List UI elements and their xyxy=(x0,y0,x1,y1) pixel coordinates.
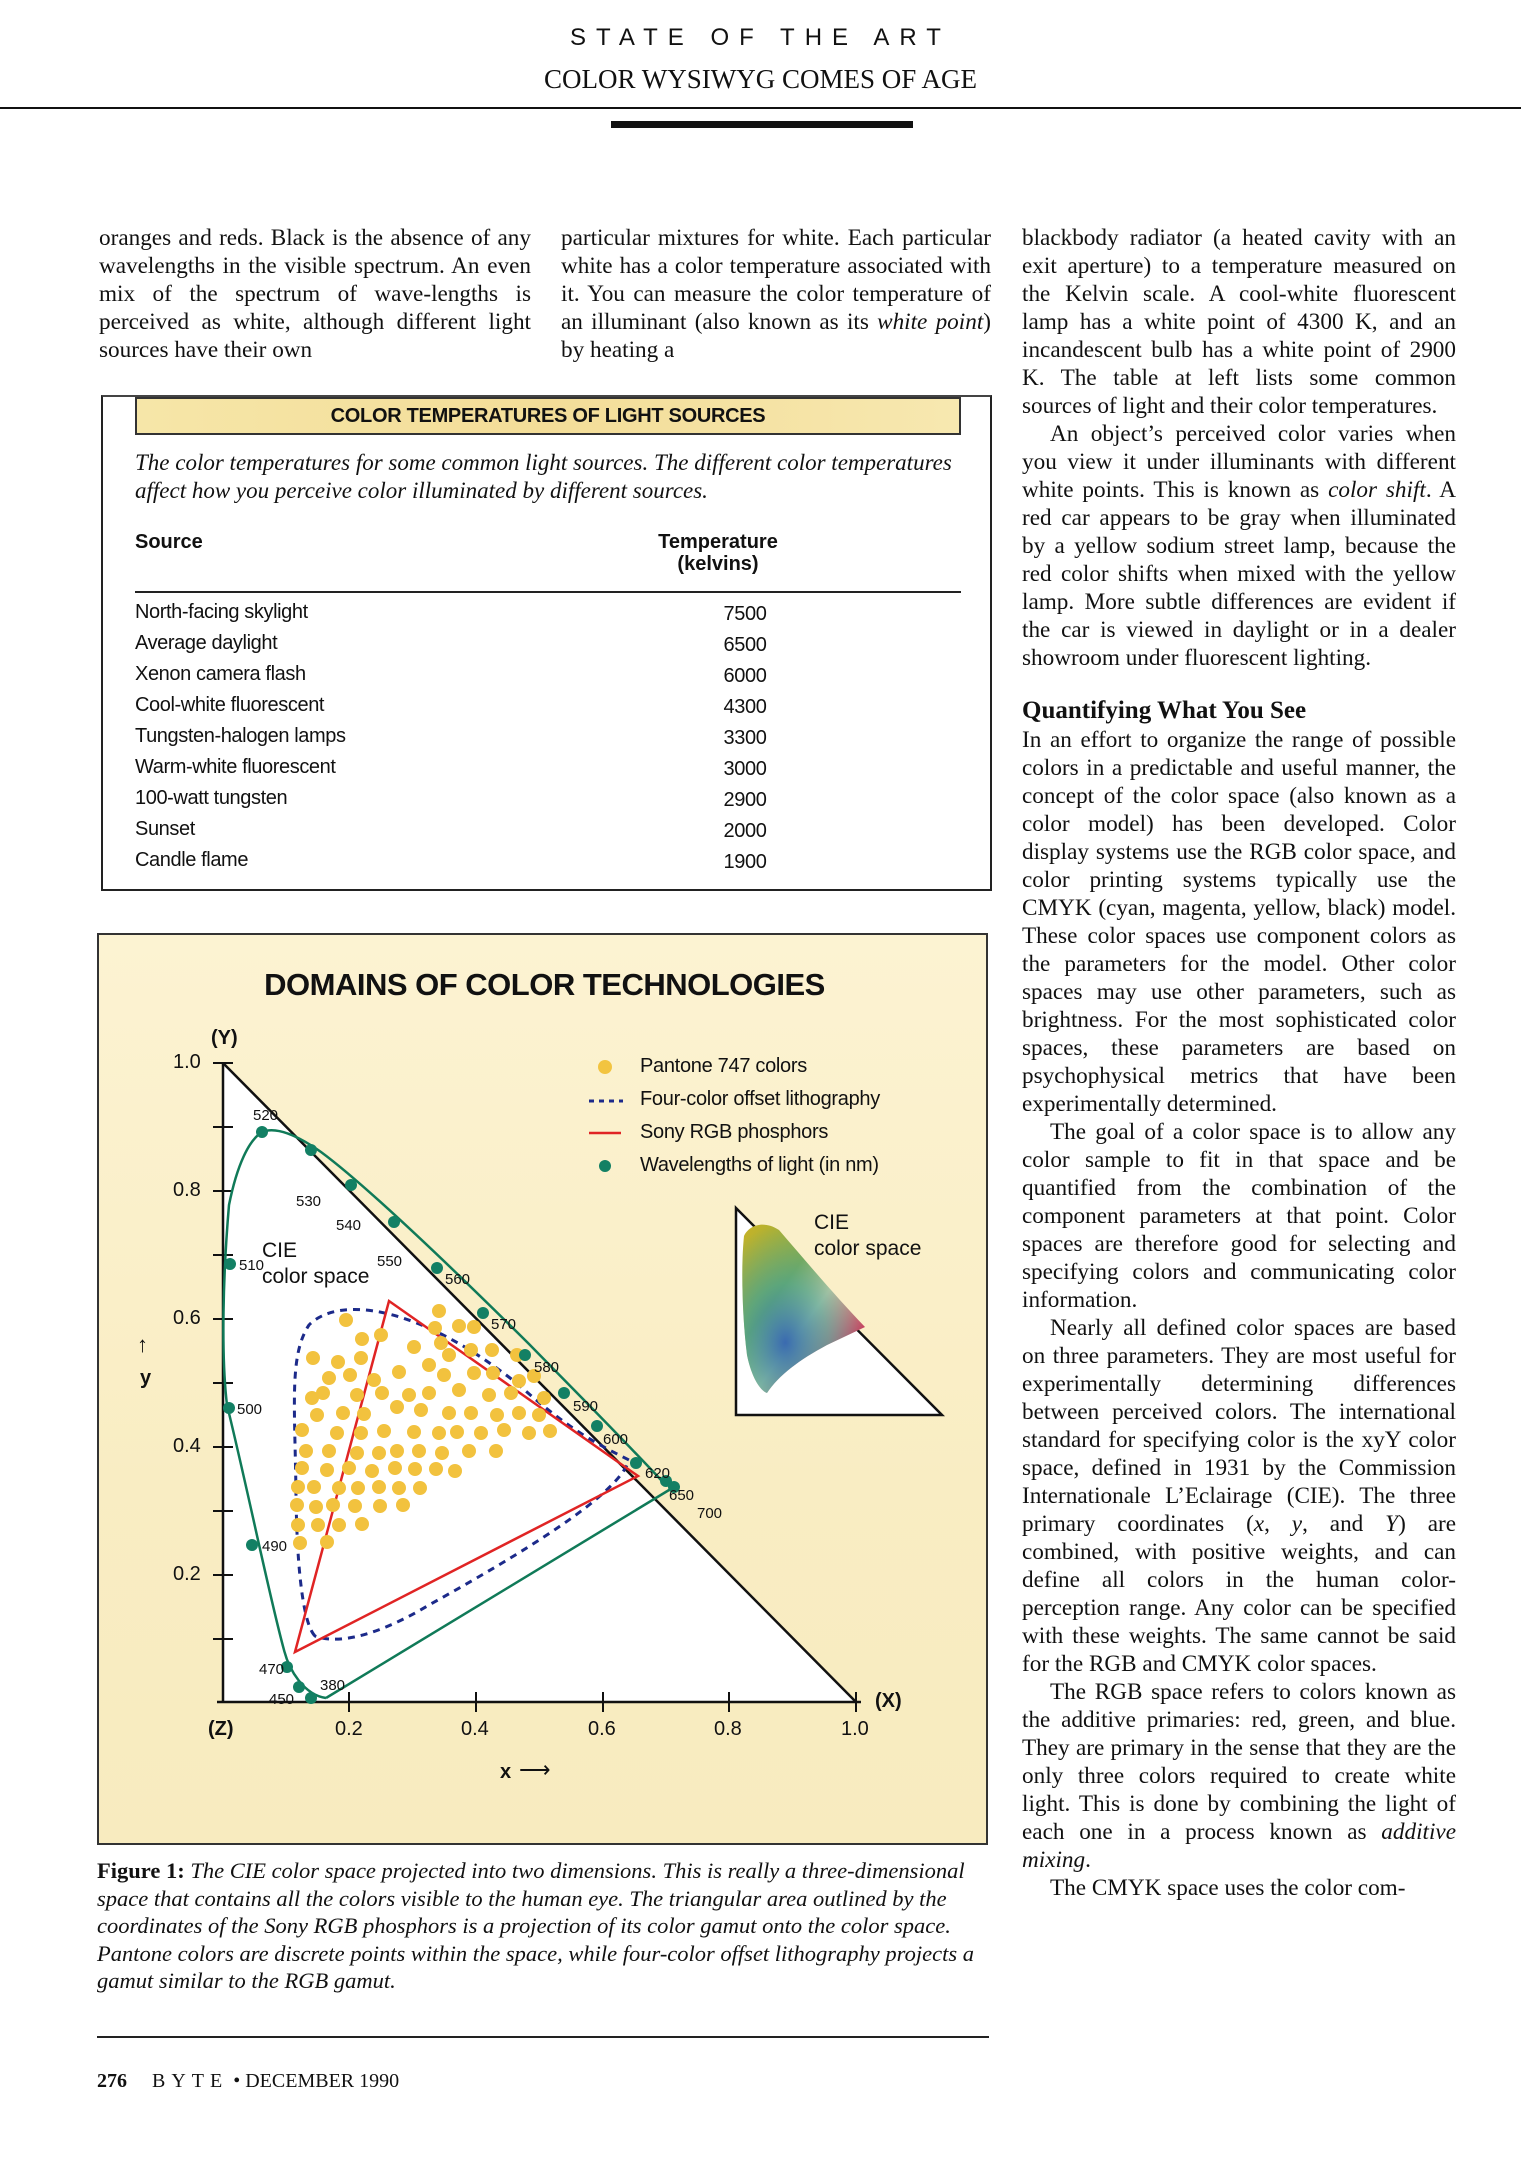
cell-temp: 3000 xyxy=(723,758,767,780)
wavelength-label: 580 xyxy=(534,1359,560,1376)
paragraph: The CMYK space uses the color com- xyxy=(1050,1875,1406,1901)
header-rule xyxy=(135,591,961,593)
wavelength-label: 590 xyxy=(573,1398,599,1415)
chart-legend xyxy=(585,1050,880,1182)
cell-temp: 4300 xyxy=(723,696,767,718)
x-tick-label: 0.6 xyxy=(588,1718,616,1740)
emphasis-color-shift: color shift xyxy=(1328,477,1426,503)
paragraph xyxy=(1022,1314,1456,1678)
wavelength-label: 520 xyxy=(253,1107,279,1124)
y-tick-label: 0.2 xyxy=(173,1563,201,1585)
wavelength-label: 380 xyxy=(320,1677,346,1694)
page-footer xyxy=(97,2070,399,2093)
section-subhead: Quantifying What You See xyxy=(1022,697,1307,724)
cell-temp: 6500 xyxy=(723,634,767,656)
section-kicker: STATE OF THE ART xyxy=(570,24,951,51)
y-tick-label: 1.0 xyxy=(173,1051,201,1073)
table-body xyxy=(135,595,961,874)
cell-source: North-facing skylight xyxy=(135,601,308,623)
wavelength-label: 600 xyxy=(603,1431,629,1448)
table-row xyxy=(135,595,961,626)
table-row xyxy=(135,812,961,843)
main-cie-label xyxy=(262,1238,369,1290)
paragraph xyxy=(561,224,991,364)
wavelength-label: 490 xyxy=(262,1538,288,1555)
text: , xyxy=(1264,1511,1292,1537)
header-thick-rule xyxy=(611,121,913,128)
text: particular mixtures for white. Each particular white has a color temperature associated with it. You can measure the color temperature of an illuminant (also known as its xyxy=(561,225,991,335)
cell-temp: 2900 xyxy=(723,789,767,811)
wavelength-label: 500 xyxy=(237,1401,263,1418)
legend-item-wavelengths xyxy=(585,1149,880,1182)
wavelength-label: 530 xyxy=(296,1193,322,1210)
table-caption: The color temperatures for some common light sources. The different color temperatures affect how you perceive color illuminated by different sources. xyxy=(135,450,952,503)
yellow-dot-icon xyxy=(585,1050,625,1083)
legend-label: Sony RGB phosphors xyxy=(640,1121,829,1143)
issue-date: DECEMBER 1990 xyxy=(245,2070,400,2092)
var-Y: Y xyxy=(1385,1511,1399,1537)
y-axis-label: y xyxy=(140,1367,152,1389)
header-line: Temperature xyxy=(658,531,778,553)
table-row xyxy=(135,626,961,657)
table-title: COLOR TEMPERATURES OF LIGHT SOURCES xyxy=(135,397,961,435)
label-line: color space xyxy=(262,1265,370,1288)
table-row xyxy=(135,843,961,874)
wavelength-label: 450 xyxy=(269,1691,295,1708)
table-row xyxy=(135,750,961,781)
y-tick-label: 0.8 xyxy=(173,1179,201,1201)
emphasis-additive-mixing: additive mixing xyxy=(1022,1819,1456,1873)
figure-title: DOMAINS OF COLOR TECHNOLOGIES xyxy=(264,967,825,1002)
cell-temp: 3300 xyxy=(723,727,767,749)
x-axis-label: x xyxy=(500,1761,512,1783)
cell-source: 100-watt tungsten xyxy=(135,787,288,809)
wavelength-label: 570 xyxy=(491,1316,517,1333)
x-axis-vertex-label: (X) xyxy=(875,1690,902,1712)
magazine-name: BYTE xyxy=(152,2070,229,2092)
table-row xyxy=(135,688,961,719)
figure-caption xyxy=(97,1857,997,1995)
text: , and xyxy=(1302,1511,1386,1537)
text: ) by heating a xyxy=(561,309,991,363)
cell-source: Xenon camera flash xyxy=(135,663,306,685)
origin-vertex-label: (Z) xyxy=(208,1718,234,1740)
header-rule xyxy=(0,107,1521,109)
page-number: 276 xyxy=(97,2070,127,2092)
legend-item-lithography xyxy=(585,1083,880,1116)
cell-temp: 1900 xyxy=(723,851,767,873)
legend-label: Wavelengths of light (in nm) xyxy=(640,1154,879,1176)
cell-source: Candle flame xyxy=(135,849,249,871)
label-line: color space xyxy=(814,1237,922,1260)
paragraph: blackbody radiator (a heated cavity with an exit aperture) to a temperature measured on the Kelvin scale. A cool-white fluorescent lamp has a white point of 4300 K, and an incandescent bulb has a white point of 2900 K. The table at left lists some common sources of light and their color temperatures. xyxy=(1022,225,1456,419)
y-tick-label: 0.4 xyxy=(173,1435,201,1457)
color-temperature-table xyxy=(101,395,992,891)
caption-lead: Figure 1: xyxy=(97,1858,185,1883)
article-title: COLOR WYSIWYG COMES OF AGE xyxy=(543,64,978,94)
table-row xyxy=(135,719,961,750)
bullet-separator: • xyxy=(233,2070,241,2092)
var-y: y xyxy=(1291,1511,1303,1537)
legend-label: Four-color offset lithography xyxy=(640,1088,880,1110)
cell-source: Average daylight xyxy=(135,632,278,654)
paragraph xyxy=(1022,1678,1456,1874)
wavelength-label: 620 xyxy=(645,1465,671,1482)
dotted-line-icon xyxy=(585,1083,625,1116)
paragraph: oranges and reds. Black is the absence of any wavelengths in the visible spectrum. An even mix of the spectrum of wave-lengths is perceived as white, although different light sources have their own xyxy=(99,225,531,363)
red-line-icon xyxy=(585,1116,625,1149)
var-x: x xyxy=(1253,1511,1265,1537)
wavelength-label: 550 xyxy=(377,1253,403,1270)
wavelength-label: 560 xyxy=(445,1271,471,1288)
table-row xyxy=(135,781,961,812)
cell-source: Cool-white fluorescent xyxy=(135,694,325,716)
wavelength-label: 700 xyxy=(697,1505,723,1522)
header-line: (kelvins) xyxy=(677,553,759,575)
y-axis-vertex-label: (Y) xyxy=(211,1027,238,1049)
cell-temp: 7500 xyxy=(723,603,767,625)
label-line: CIE xyxy=(262,1239,298,1262)
text: The RGB space refers to colors known as the additive primaries: red, green, and blue. They are primary in the sense that they are the only three colors required to create white light. This is done by combining the light of each one in a process known as xyxy=(1022,1679,1456,1845)
caption-text: The CIE color space projected into two dimensions. This is really a three-dimensional space that contains all the colors visible to the human eye. The triangular area outlined by the coordinates of the Sony RGB phosphors is a projection of its color gamut onto the color space. Pantone colors are discrete points within the space, while four-color offset lithography projects a gamut similar to the RGB gamut. xyxy=(97,1858,974,1993)
label-line: CIE xyxy=(814,1211,850,1234)
text: . xyxy=(1085,1847,1091,1873)
emphasis-white-point: white point xyxy=(877,309,984,335)
wavelength-label: 510 xyxy=(239,1257,265,1274)
paragraph xyxy=(1022,420,1456,672)
wavelength-label: 540 xyxy=(336,1217,362,1234)
legend-label: Pantone 747 colors xyxy=(640,1055,807,1077)
text: Nearly all defined color spaces are based on three parameters. They are most useful for experimentally determining differences between perceived colors. The international standard for specifying color is the xyY color space, defined in 1931 by the Commission Internationale L’Eclairage (CIE). The three primary coordinates ( xyxy=(1022,1315,1456,1537)
green-dot-icon xyxy=(585,1149,625,1182)
wavelength-label: 470 xyxy=(259,1661,285,1678)
inset-cie-label xyxy=(814,1210,921,1262)
cell-source: Warm-white fluorescent xyxy=(135,756,336,778)
x-tick-label: 0.2 xyxy=(335,1718,363,1740)
paragraph: The goal of a color space is to allow any color sample to fit in that space and be quantified from the combination of the component parameters at that point. Color spaces are therefore good for selecting and specifying colors and communicating color information. xyxy=(1022,1119,1456,1313)
cell-source: Sunset xyxy=(135,818,195,840)
legend-item-sony-rgb xyxy=(585,1116,880,1149)
body-column-2 xyxy=(561,224,991,364)
cell-source: Tungsten-halogen lamps xyxy=(135,725,346,747)
x-tick-label: 0.4 xyxy=(461,1718,489,1740)
x-tick-label: 0.8 xyxy=(714,1718,742,1740)
column-header-temperature xyxy=(618,531,818,575)
text: An object’s perceived color varies when you view it under illuminants with different white points. This is known as xyxy=(1022,421,1456,503)
body-column-1 xyxy=(99,224,531,364)
y-tick-label: 0.6 xyxy=(173,1307,201,1329)
wavelength-label: 650 xyxy=(669,1487,695,1504)
column-header-source: Source xyxy=(135,531,203,553)
paragraph: In an effort to organize the range of possible colors in a predictable and useful manner, the concept of the color space (also known as a color model) has been developed. Color display systems use the RGB color space, and color printing systems typically use the CMYK (cyan, magenta, yellow, black) model. These color spaces use component colors as the parameters for the model. Other color spaces may use other parameters, such as brightness. For the most sophisticated color spaces, these parameters are based on psychophysical metrics that have been experimentally determined. xyxy=(1022,727,1456,1117)
x-tick-label: 1.0 xyxy=(841,1718,869,1740)
right-arrow-icon: ⟶ xyxy=(519,1757,551,1782)
text: . A red car appears to be gray when illuminated by a yellow sodium street lamp, because the red color shifts when mixed with the yellow lamp. More subtle differences are evident if the car is viewed in daylight or in a dealer showroom under fluorescent lighting. xyxy=(1022,477,1456,671)
cie-figure xyxy=(97,933,988,1845)
body-column-3 xyxy=(1022,224,1456,1902)
cell-temp: 6000 xyxy=(723,665,767,687)
table-row xyxy=(135,657,961,688)
text: ) are combined, with positive weights, and can define all colors in the human color-perception range. Any color can be specified with these weights. The same cannot be said for the RGB and CMYK color spaces. xyxy=(1022,1511,1457,1677)
up-arrow-icon: ↑ xyxy=(137,1332,148,1357)
cell-temp: 2000 xyxy=(723,820,767,842)
caption-rule xyxy=(97,2036,989,2038)
legend-item-pantone xyxy=(585,1050,880,1083)
